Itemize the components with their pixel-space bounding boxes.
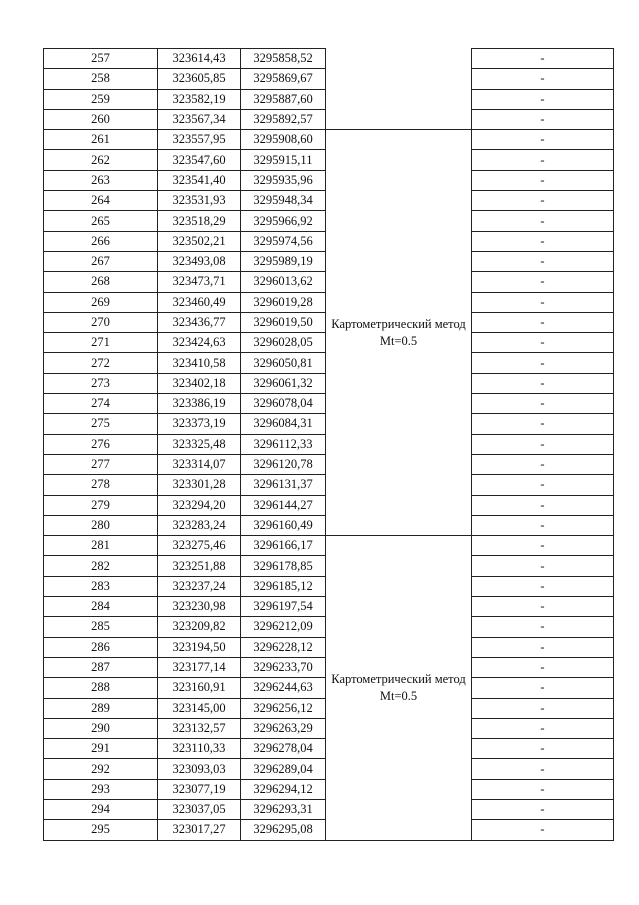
coord-y: 3296050,81 [241, 353, 326, 373]
coord-x: 323614,43 [158, 49, 241, 69]
coord-y: 3295869,67 [241, 69, 326, 89]
accuracy-dash: - [472, 820, 614, 840]
coord-x: 323582,19 [158, 89, 241, 109]
point-number: 294 [44, 799, 158, 819]
point-number: 282 [44, 556, 158, 576]
accuracy-dash: - [472, 49, 614, 69]
point-number: 262 [44, 150, 158, 170]
coord-x: 323531,93 [158, 191, 241, 211]
coord-y: 3295908,60 [241, 130, 326, 150]
point-number: 274 [44, 394, 158, 414]
accuracy-dash: - [472, 292, 614, 312]
method-cell-empty [326, 49, 472, 130]
point-number: 269 [44, 292, 158, 312]
coord-y: 3296144,27 [241, 495, 326, 515]
coord-y: 3295989,19 [241, 251, 326, 271]
accuracy-dash: - [472, 272, 614, 292]
point-number: 276 [44, 434, 158, 454]
coord-x: 323493,08 [158, 251, 241, 271]
coordinates-table-body [44, 49, 614, 841]
point-number: 258 [44, 69, 158, 89]
point-number: 285 [44, 617, 158, 637]
accuracy-dash: - [472, 89, 614, 109]
point-number: 257 [44, 49, 158, 69]
coordinates-table [43, 48, 614, 841]
coord-x: 323017,27 [158, 820, 241, 840]
coord-y: 3295935,96 [241, 170, 326, 190]
accuracy-dash: - [472, 434, 614, 454]
coord-y: 3296263,29 [241, 718, 326, 738]
coord-y: 3295887,60 [241, 89, 326, 109]
coord-y: 3296166,17 [241, 536, 326, 556]
point-number: 284 [44, 597, 158, 617]
accuracy-dash: - [472, 698, 614, 718]
coord-x: 323386,19 [158, 394, 241, 414]
accuracy-dash: - [472, 231, 614, 251]
accuracy-dash: - [472, 576, 614, 596]
coord-x: 323093,03 [158, 759, 241, 779]
accuracy-dash: - [472, 556, 614, 576]
coord-x: 323230,98 [158, 597, 241, 617]
accuracy-dash: - [472, 739, 614, 759]
accuracy-dash: - [472, 394, 614, 414]
coord-y: 3295915,11 [241, 150, 326, 170]
method-cell: Картометрический метод Mt=0.5 [326, 536, 472, 840]
coord-x: 323251,88 [158, 556, 241, 576]
point-number: 290 [44, 718, 158, 738]
accuracy-dash: - [472, 759, 614, 779]
accuracy-dash: - [472, 475, 614, 495]
accuracy-dash: - [472, 150, 614, 170]
accuracy-dash: - [472, 657, 614, 677]
accuracy-dash: - [472, 779, 614, 799]
coord-y: 3296019,50 [241, 312, 326, 332]
point-number: 277 [44, 454, 158, 474]
coord-x: 323160,91 [158, 678, 241, 698]
coord-y: 3296256,12 [241, 698, 326, 718]
table-row [44, 130, 614, 150]
coord-x: 323557,95 [158, 130, 241, 150]
point-number: 283 [44, 576, 158, 596]
accuracy-dash: - [472, 515, 614, 535]
accuracy-dash: - [472, 353, 614, 373]
point-number: 268 [44, 272, 158, 292]
point-number: 263 [44, 170, 158, 190]
coord-x: 323037,05 [158, 799, 241, 819]
coord-y: 3295948,34 [241, 191, 326, 211]
point-number: 278 [44, 475, 158, 495]
coord-x: 323194,50 [158, 637, 241, 657]
accuracy-dash: - [472, 495, 614, 515]
coord-y: 3296228,12 [241, 637, 326, 657]
point-number: 279 [44, 495, 158, 515]
coord-y: 3296061,32 [241, 373, 326, 393]
point-number: 291 [44, 739, 158, 759]
accuracy-dash: - [472, 69, 614, 89]
point-number: 293 [44, 779, 158, 799]
point-number: 280 [44, 515, 158, 535]
coord-x: 323283,24 [158, 515, 241, 535]
coord-x: 323502,21 [158, 231, 241, 251]
point-number: 260 [44, 109, 158, 129]
accuracy-dash: - [472, 414, 614, 434]
coord-x: 323402,18 [158, 373, 241, 393]
point-number: 287 [44, 657, 158, 677]
coord-x: 323424,63 [158, 333, 241, 353]
point-number: 272 [44, 353, 158, 373]
coord-y: 3295966,92 [241, 211, 326, 231]
accuracy-dash: - [472, 718, 614, 738]
point-number: 286 [44, 637, 158, 657]
coord-x: 323275,46 [158, 536, 241, 556]
point-number: 273 [44, 373, 158, 393]
coord-y: 3296278,04 [241, 739, 326, 759]
coord-y: 3296244,63 [241, 678, 326, 698]
point-number: 288 [44, 678, 158, 698]
coord-x: 323294,20 [158, 495, 241, 515]
accuracy-dash: - [472, 130, 614, 150]
coord-y: 3295892,57 [241, 109, 326, 129]
coord-x: 323541,40 [158, 170, 241, 190]
coord-x: 323145,00 [158, 698, 241, 718]
point-number: 264 [44, 191, 158, 211]
point-number: 292 [44, 759, 158, 779]
point-number: 266 [44, 231, 158, 251]
coord-x: 323177,14 [158, 657, 241, 677]
coord-x: 323110,33 [158, 739, 241, 759]
accuracy-dash: - [472, 454, 614, 474]
accuracy-dash: - [472, 373, 614, 393]
coord-x: 323132,57 [158, 718, 241, 738]
accuracy-dash: - [472, 170, 614, 190]
point-number: 271 [44, 333, 158, 353]
coord-y: 3296294,12 [241, 779, 326, 799]
coord-y: 3296013,62 [241, 272, 326, 292]
coord-y: 3296212,09 [241, 617, 326, 637]
accuracy-dash: - [472, 333, 614, 353]
accuracy-dash: - [472, 678, 614, 698]
coord-x: 323301,28 [158, 475, 241, 495]
coord-y: 3296160,49 [241, 515, 326, 535]
accuracy-dash: - [472, 617, 614, 637]
coord-y: 3296293,31 [241, 799, 326, 819]
coord-x: 323237,24 [158, 576, 241, 596]
coord-x: 323077,19 [158, 779, 241, 799]
method-cell: Картометрический метод Mt=0.5 [326, 130, 472, 536]
coord-y: 3296120,78 [241, 454, 326, 474]
coord-y: 3296233,70 [241, 657, 326, 677]
coord-x: 323373,19 [158, 414, 241, 434]
point-number: 261 [44, 130, 158, 150]
coord-x: 323473,71 [158, 272, 241, 292]
point-number: 281 [44, 536, 158, 556]
accuracy-dash: - [472, 597, 614, 617]
coord-x: 323460,49 [158, 292, 241, 312]
coord-y: 3295858,52 [241, 49, 326, 69]
coord-y: 3295974,56 [241, 231, 326, 251]
coord-x: 323314,07 [158, 454, 241, 474]
accuracy-dash: - [472, 536, 614, 556]
point-number: 275 [44, 414, 158, 434]
point-number: 259 [44, 89, 158, 109]
coord-x: 323209,82 [158, 617, 241, 637]
accuracy-dash: - [472, 191, 614, 211]
coord-y: 3296084,31 [241, 414, 326, 434]
accuracy-dash: - [472, 251, 614, 271]
point-number: 270 [44, 312, 158, 332]
table-row [44, 49, 614, 69]
coord-x: 323547,60 [158, 150, 241, 170]
accuracy-dash: - [472, 312, 614, 332]
point-number: 265 [44, 211, 158, 231]
coord-y: 3296295,08 [241, 820, 326, 840]
coord-x: 323567,34 [158, 109, 241, 129]
coord-y: 3296112,33 [241, 434, 326, 454]
point-number: 289 [44, 698, 158, 718]
point-number: 267 [44, 251, 158, 271]
coord-y: 3296028,05 [241, 333, 326, 353]
table-row [44, 536, 614, 556]
coord-x: 323325,48 [158, 434, 241, 454]
coord-y: 3296197,54 [241, 597, 326, 617]
coord-y: 3296019,28 [241, 292, 326, 312]
coord-y: 3296289,04 [241, 759, 326, 779]
accuracy-dash: - [472, 211, 614, 231]
coord-x: 323518,29 [158, 211, 241, 231]
coord-x: 323436,77 [158, 312, 241, 332]
accuracy-dash: - [472, 109, 614, 129]
coord-y: 3296131,37 [241, 475, 326, 495]
point-number: 295 [44, 820, 158, 840]
coord-y: 3296078,04 [241, 394, 326, 414]
coord-x: 323605,85 [158, 69, 241, 89]
coord-y: 3296185,12 [241, 576, 326, 596]
coord-x: 323410,58 [158, 353, 241, 373]
accuracy-dash: - [472, 799, 614, 819]
coord-y: 3296178,85 [241, 556, 326, 576]
accuracy-dash: - [472, 637, 614, 657]
